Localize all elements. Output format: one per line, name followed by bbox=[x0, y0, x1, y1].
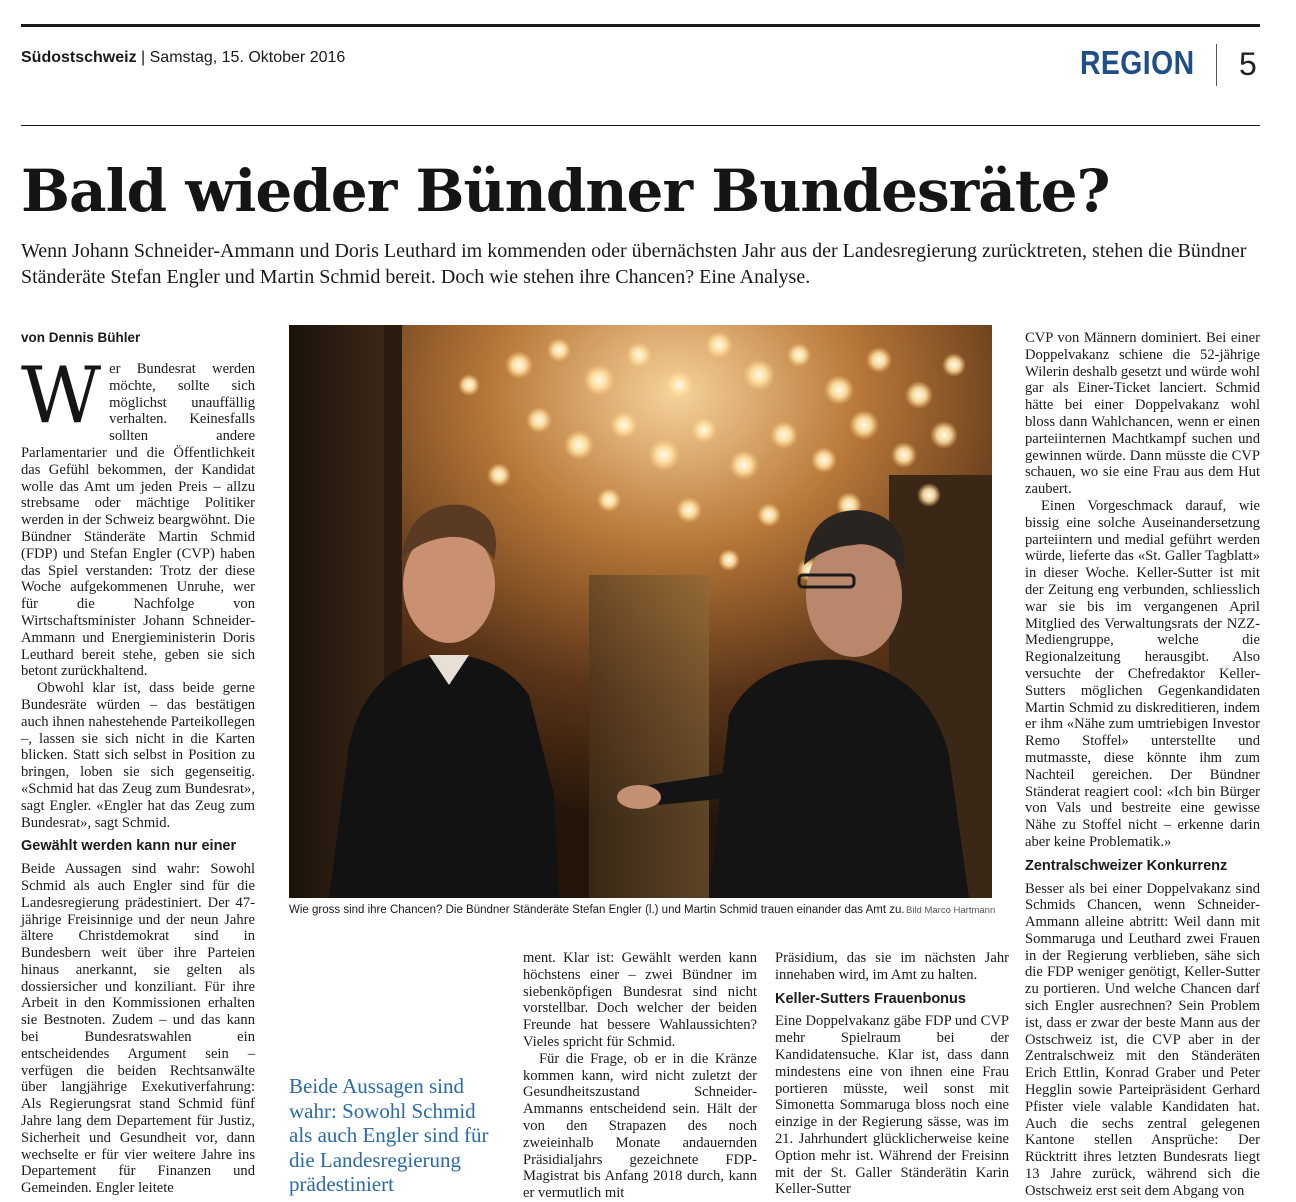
paragraph: ment. Klar ist: Gewählt werden kann höchstens einer – zwei Bündner im siebenköpfigen Bundesrat sind nicht vorstellbar. Doch welcher der beiden Freunde hat bessere Wahlaussichten? Vieles spricht für Schmid. bbox=[523, 950, 757, 1050]
top-rule bbox=[21, 24, 1260, 27]
photo-illustration bbox=[289, 325, 992, 898]
lead-paragraph: Wenn Johann Schneider-Ammann und Doris Leuthard im kommenden oder übernächsten Jahr aus der Landesregierung zurücktreten, stehen die Bündner Ständeräte Stefan Engler und Martin Schmid bereit. Doch wie stehen ihre Chancen? Eine Analyse. bbox=[21, 240, 1247, 288]
photo-caption: Wie gross sind ihre Chancen? Die Bündner Ständeräte Stefan Engler (l.) und Martin Schmid trauen einander das Amt zu. bbox=[289, 904, 905, 916]
paragraph: Besser als bei einer Doppelvakanz sind Schmids Chancen, wenn Schneider-Ammann alleine abtritt: Weil dann mit Sommaruga und Leuthard zwei Frauen in der Regierung verblieben, sähe sich die FDP weniger genötigt, Keller-Sutter zu portieren. Und welche Chancen darf sich Engler ausrechnen? Sein Problem ist, dass er zwar der beste Mann aus der Ostschweiz ist, die CVP aber in der Zentralschweiz mit den Ständeräten Erich Ettlin, Konrad Graber und Peter Hegglin sowie Parteipräsident Gerhard Pfister viele valable Kandidaten hat. Auch die sechs zentral gelegenen Kantone stellen Ansprüche: Der Rücktritt ihres letzten Bundesrats liegt 13 Jahre zurück, während sich die Ostschweiz erst seit dem Abgang von bbox=[1025, 880, 1260, 1199]
article-column-5 bbox=[1025, 330, 1260, 1199]
newspaper-name: Südostschweiz bbox=[21, 49, 137, 66]
paragraph: Präsidium, das sie im nächsten Jahr innehaben wird, im Amt zu halten. bbox=[775, 950, 1009, 983]
subheading: Gewählt werden kann nur einer bbox=[21, 838, 237, 855]
article-column-3 bbox=[523, 950, 757, 1202]
paragraph: Für die Frage, ob er in die Kränze kommen kann, wird nicht zuletzt der Gesundheitszustand Schneider-Ammanns entscheidend sein. Hält der von den Strapazen des noch zweieinhalb Monate andauernden Präsidialjahrs gezeichnete FDP-Magistrat bis Anfang 2018 durch, kann er vermutlich mit bbox=[523, 1050, 757, 1202]
paragraph: Einen Vorgeschmack darauf, wie bissig eine solche Auseinandersetzung parteiintern und medial geführt werden würde, lieferte das «St. Galler Tagblatt» in dieser Woche. Keller-Sutter ist mit der Zeitung eng verbunden, schliesslich war sie bis im vergangenen April Mitglied des Verwaltungsrats der NZZ-Mediengruppe, welche die Regionalzeitung herausgibt. Also versuchte der Chefredaktor Keller-Sutters möglichen Gegenkandidaten Martin Schmid zu diskreditieren, indem er ihm «Nähe zum umtriebigen Investor Remo Stoffel» unterstellte und mutmasste, diese könnte ihm zum Nachteil gereichen. Der Bündner Ständerat reagiert cool: «Ich bin Bürger von Vals und bestreite eine gewisse Nähe zu Stoffel nicht – erkenne darin aber keine Problematik.» bbox=[1025, 497, 1260, 850]
article-column-1 bbox=[21, 351, 255, 1197]
page-number: 5 bbox=[1239, 46, 1257, 82]
subheading: Keller-Sutters Frauenbonus bbox=[775, 990, 966, 1007]
pull-quote: Beide Aussagen sind wahr: Sowohl Schmid als auch Engler sind für die Landesregierung prädestiniert bbox=[289, 1074, 489, 1196]
byline: von Dennis Bühler bbox=[21, 330, 141, 345]
subheading: Zentralschweizer Konkurrenz bbox=[1025, 857, 1228, 874]
headline: Bald wieder Bündner Bundesräte? bbox=[21, 157, 1110, 225]
article-photo bbox=[289, 325, 992, 898]
drop-cap: W bbox=[21, 351, 102, 441]
masthead bbox=[21, 49, 345, 67]
article-column-4 bbox=[775, 950, 1009, 1198]
paragraph: Obwohl klar ist, dass beide gerne Bundesräte würden – das bestätigen auch ihnen nahestehende Parteikollegen –, lassen sie sich nicht in die Karten blicken. Statt sich selbst in Position zu bringen, loben sie sich gegenseitig. «Schmid hat das Zeug zum Bundesrat», sagt Engler. «Engler hat das Zeug zum Bundesrat», sagt Schmid. bbox=[21, 680, 255, 831]
issue-date: Samstag, 15. Oktober 2016 bbox=[149, 49, 346, 66]
paragraph: Eine Doppelvakanz gäbe FDP und CVP mehr Spielraum bei der Kandidatensuche. Klar ist, dass dann mindestens eine von ihnen eine Frau portieren müsste, weil sonst mit Simonetta Sommaruga bloss noch eine einzige in der Regierung sässe, was im 21. Jahrhundert glücklicherweise keine Option mehr ist. Während der Freisinn mit der St. Galler Ständerätin Karin Keller-Sutter bbox=[775, 1013, 1009, 1198]
header-rule bbox=[21, 125, 1260, 126]
section-label: REGION bbox=[1080, 44, 1195, 81]
paragraph: Beide Aussagen sind wahr: Sowohl Schmid als auch Engler sind für die Landesregierung prädestiniert. Der 47-jährige Freisinnige und der neun Jahre ältere Christdemokrat sind in Bundesbern weit über ihre Parteien hinaus anerkannt, sie gelten als dossiersicher und konziliant. Für ihre Arbeit in den Kommissionen erhalten sie Bestnoten. Zudem – und das kann bei Bundesratswahlen ein entscheidendes Argument sein – verfügen die beiden Rechtsanwälte über langjährige Exekutiverfahrung: Als Regierungsrat stand Schmid fünf Jahre lang dem Departement für Justiz, Sicherheit und Gesundheit vor, dann wechselte er für vier weitere Jahre ins Departement für Finanzen und Gemeinden. Engler leitete bbox=[21, 861, 255, 1197]
photo-credit: Bild Marco Hartmann bbox=[906, 905, 996, 916]
paragraph: CVP von Männern dominiert. Bei einer Doppelvakanz schiene die 52-jährige Wilerin deshalb gesetzt und würde wohl gar als Einer-Ticket lanciert. Schmid hätte bei einer Doppelvakanz wohl bloss dann Wahlchancen, wenn er einen parteiinternen Machtkampf suchen und gewinnen würde. Dann müsste die CVP schauen, wo sie eine Frau aus dem Hut zaubert. bbox=[1025, 330, 1260, 498]
section-divider bbox=[1216, 44, 1217, 86]
paragraph: Wer Bundesrat werden möchte, sollte sich möglichst unauffällig verhalten. Keinesfalls sollten andere Parlamentarier und die Öffentlichkeit das Gefühl bekommen, der Kandidat wolle das Amt um jeden Preis – allzu strebsame oder mächtige Politiker werden in der Schweiz beargwöhnt. Die Bündner Ständeräte Martin Schmid (FDP) und Stefan Engler (CVP) haben das Spiel verstanden: Trotz der diese Woche aufgekommenen Unruhe, wer für die Nachfolge von Wirtschaftsminister Johann Schneider-Ammann und Energieministerin Doris Leuthard bereit stehe, geben sie sich betont zurückhaltend. bbox=[21, 351, 255, 680]
masthead-separator: | bbox=[136, 49, 150, 66]
